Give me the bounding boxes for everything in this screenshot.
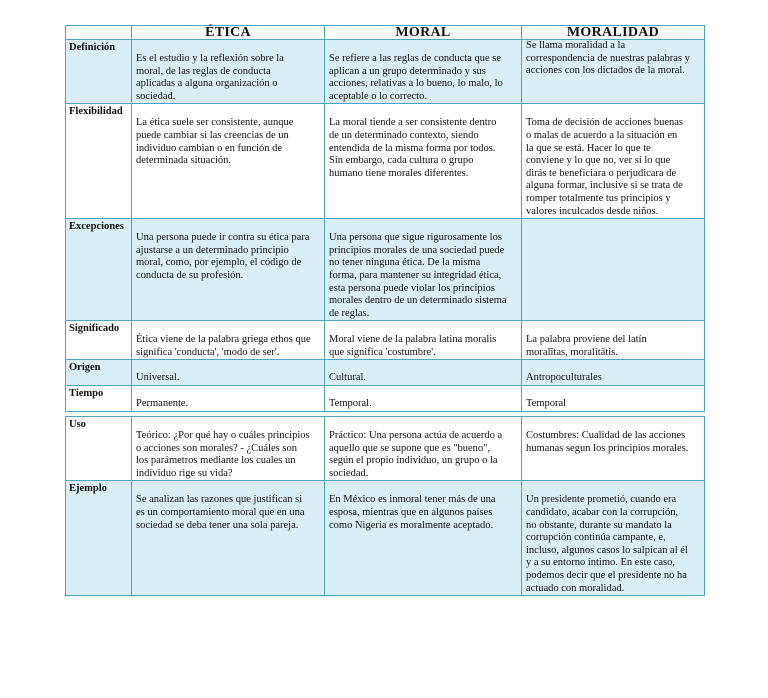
table-row — [66, 40, 705, 104]
table-row — [66, 321, 705, 360]
cell-text: Temporal — [526, 398, 567, 410]
header-moral: MORAL — [325, 26, 522, 40]
table-row — [66, 481, 705, 596]
header-etica: ÉTICA — [132, 26, 325, 40]
cell-text: Es el estudio y la reflexión sobre la moral, de las reglas de conducta aplicadas a alguna organización o sociedad. — [136, 53, 284, 102]
row-label: Ejemplo — [66, 481, 132, 596]
row-label: Flexibilidad — [66, 104, 132, 219]
cell-text: Moral viene de la palabra latina moralis que significa 'costumbre'. — [329, 334, 497, 358]
header-moralidad: MORALIDAD — [522, 26, 705, 40]
cell-text: La ética suele ser consistente, aunque puede cambiar si las creencias de un individuo cambian o en función de determinada situación. — [136, 117, 294, 167]
cell-text: Toma de decisión de acciones buenas o malas de acuerdo a la situación en la que se está. Hacer lo que te conviene y lo que no, ver si lo que dirás te beneficiara o perjudicara de alguna formar, inclusive si se trata de romper totalmente tus principios y valores inculcados desde niños. — [526, 117, 683, 217]
table-cell — [325, 360, 522, 386]
table-cell — [325, 104, 522, 219]
table-row — [66, 386, 705, 412]
table-cell — [325, 481, 522, 596]
cell-text: Costumbres: Cualidad de las acciones humanas segun los principios morales. — [526, 430, 689, 454]
cell-text: Se llama moralidad a la correspondencia de nuestras palabras y acciones con los dictados de la moral. — [526, 40, 690, 77]
table-cell — [132, 417, 325, 481]
cell-text: Antropoculturales — [526, 372, 602, 384]
cell-text: Cultural. — [329, 372, 367, 384]
cell-text: Una persona puede ir contra su ética para ajustarse a un determinado principio moral, como, por ejemplo, el código de conducta de su profesión. — [136, 232, 310, 281]
table-row — [66, 360, 705, 386]
cell-text: Ética viene de la palabra griega ethos que significa 'conducta', 'modo de ser'. — [136, 334, 311, 358]
cell-text: Universal. — [136, 372, 180, 384]
table-cell — [325, 321, 522, 360]
cell-text: Permanente. — [136, 398, 189, 410]
table-cell — [132, 481, 325, 596]
header-empty — [66, 26, 132, 40]
table-cell — [522, 219, 705, 321]
table-cell — [522, 104, 705, 219]
cell-text: Se refiere a las reglas de conducta que se aplican a un grupo determinado y sus acciones, relativas a lo bueno, lo malo, lo aceptable o lo correcto. — [329, 53, 503, 102]
row-label: Definición — [66, 40, 132, 104]
header-row — [66, 26, 705, 40]
cell-text: Teórico: ¿Por qué hay o cuáles principios o acciones son morales? - ¿Cuáles son los parámetros mediante los cuales un individuo rige su vida? — [136, 430, 310, 479]
table-cell — [132, 40, 325, 104]
row-label: Uso — [66, 417, 132, 481]
table-row — [66, 104, 705, 219]
cell-text: Una persona que sigue rigurosamente los principios morales de una sociedad puede no tener ninguna ética. De la misma forma, para mantener su integridad ética, esta persona puede violar los principios morales dentro de un determinado sistema de reglas. — [329, 232, 507, 319]
table-cell — [522, 417, 705, 481]
table-cell — [132, 360, 325, 386]
table-cell — [522, 360, 705, 386]
row-label: Excepciones — [66, 219, 132, 321]
cell-text: En México es inmoral tener más de una esposa, mientras que en algunos países como Nigeria es moralmente aceptado. — [329, 494, 496, 531]
table-cell — [522, 321, 705, 360]
table-row — [66, 417, 705, 481]
table-row — [66, 219, 705, 321]
cell-text: Un presidente prometió, cuando era candidato, acabar con la corrupción, no obstante, durante su mandato la corrupción continúa campante, e, incluso, algunos casos lo salpican al él y a su entorno íntimo. En este caso, podemos decir que el presidente no ha actuado con moralidad. — [526, 494, 688, 594]
comparison-table-continued — [65, 416, 705, 596]
cell-text: La palabra proviene del latín moralĭtas, moralitātis. — [526, 334, 647, 358]
table-cell — [132, 104, 325, 219]
cell-text: La moral tiende a ser consistente dentro de un determinado contexto, siendo entendida de la misma forma por todos. Sin embargo, cada cultura o grupo humano tiene morales diferentes. — [329, 117, 497, 179]
table-cell — [325, 40, 522, 104]
row-label: Tiempo — [66, 386, 132, 412]
row-label: Origen — [66, 360, 132, 386]
table-cell — [325, 417, 522, 481]
table-cell — [132, 219, 325, 321]
table-cell — [132, 386, 325, 412]
cell-text: Temporal. — [329, 398, 372, 410]
table-cell — [522, 481, 705, 596]
table-cell — [522, 40, 705, 104]
table-cell — [325, 219, 522, 321]
cell-text: Práctico: Una persona actúa de acuerdo a aquello que se supone que es "bueno", según el propio individuo, un grupo o la sociedad. — [329, 430, 503, 479]
table-cell — [325, 386, 522, 412]
cell-text — [522, 219, 704, 232]
comparison-table — [65, 25, 705, 412]
row-label: Significado — [66, 321, 132, 360]
table-cell — [132, 321, 325, 360]
table-cell — [522, 386, 705, 412]
cell-text: Se analizan las razones que justifican si es un comportamiento moral que en una sociedad se deba tener una sola pareja. — [136, 494, 305, 531]
